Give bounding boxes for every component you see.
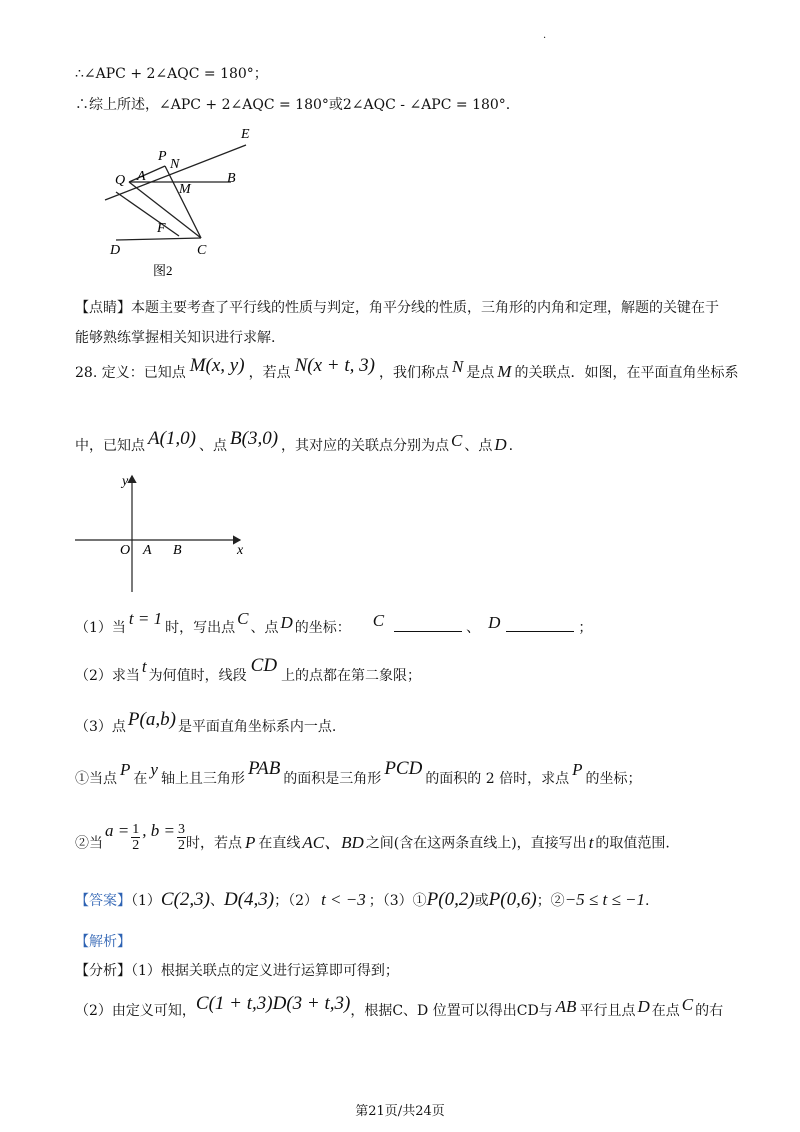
p31-p2: P — [572, 760, 583, 779]
axis-label-b: B — [173, 543, 182, 558]
axis-label-y: y — [122, 474, 129, 489]
p31-f: 的坐标； — [585, 771, 642, 787]
q28-intro2-e: . — [508, 438, 514, 454]
p31-pab: PAB — [247, 758, 281, 779]
q28-intro1-a: 28. 定义：已知点 — [75, 365, 186, 381]
analysis-line-1 — [75, 961, 399, 981]
q28-intro1-b: ，若点 — [248, 365, 291, 381]
fig-label-N: N — [170, 157, 180, 172]
analysis-c2: C — [681, 995, 694, 1014]
axis-label-a: A — [143, 543, 152, 558]
p31-y: y — [150, 760, 158, 779]
p3-b: 是平面直角坐标系内一点. — [177, 719, 337, 735]
frac1-den: 2 — [132, 838, 140, 853]
p31-e: 的面积的 2 倍时，求点 — [425, 771, 570, 787]
fig-label-B: B — [227, 171, 236, 186]
answer-tag: 【答案】 — [75, 893, 131, 909]
p32-t: t — [588, 832, 594, 852]
p31-pcd: PCD — [384, 758, 423, 779]
q28-point-m: M(x, y) — [189, 355, 245, 376]
q28-point-n: N(x + t, 3) — [294, 355, 375, 376]
fraction-three-halves — [177, 822, 186, 853]
analysis-p2-e: 的右 — [695, 1003, 724, 1019]
comment-text-1: 本题主要考查了平行线的性质与判定，角平分线的性质，三角形的内角和定理，解题的关键在于 — [131, 300, 719, 316]
q28-intro1-e: 的关联点．如图，在平面直角坐标系 — [514, 365, 739, 381]
q28-n-ref: N — [451, 357, 464, 376]
conclusion-line-1: ∴∠APC + 2∠AQC = 180°； — [75, 66, 268, 82]
p1-c2: C — [372, 611, 385, 630]
answer-d: D(4,3) — [224, 889, 275, 910]
q28-intro-line-2 — [75, 428, 514, 456]
p3-a: （3）点 — [75, 719, 126, 735]
axis-label-x: x — [237, 543, 244, 558]
q28-intro2-c: ，其对应的关联点分别为点 — [281, 438, 450, 454]
p31-d: 的面积是三角形 — [283, 771, 382, 787]
comment-line-1 — [75, 298, 719, 318]
p32-a: ②当 — [75, 835, 103, 852]
answer-a1: （1） — [131, 893, 161, 909]
p1-c-text: 、点 — [250, 620, 279, 636]
p31-c: 轴上且三角形 — [160, 771, 245, 787]
frac2-den: 2 — [177, 838, 185, 853]
p1-end: ； — [578, 620, 593, 636]
p32-p: P — [244, 832, 256, 852]
analysis-p2-b: ，根据C、D 位置可以得出CD与 — [350, 1003, 553, 1019]
axis-label-o: O — [120, 543, 131, 558]
q28-c-ref: C — [451, 431, 463, 450]
q28-d-ref: D — [494, 435, 507, 454]
q28-point-b: B(3,0) — [230, 428, 279, 449]
p32-aeq: a = — [105, 820, 130, 840]
p1-cond: t = 1 — [128, 609, 163, 628]
analysis-p2-c: 平行且点 — [579, 1003, 636, 1019]
comment-line-2: 能够熟练掌握相关知识进行求解. — [75, 330, 276, 346]
answer-p1: P(0,2) — [426, 889, 475, 910]
answer-a2: ；（2） — [274, 893, 319, 909]
fig-label-E: E — [241, 127, 250, 142]
q28-part-1 — [75, 609, 593, 638]
answer-a4: ；② — [536, 893, 565, 909]
p32-c: 在直线 — [258, 835, 301, 852]
frac1-num: 1 — [132, 822, 140, 837]
fig-label-Q: Q — [115, 173, 126, 188]
analysis-d2: D — [637, 997, 650, 1016]
q28-m-ref: M — [497, 362, 512, 381]
p1-blank-c[interactable] — [394, 619, 462, 632]
fig-label-P: P — [158, 149, 167, 164]
p1-d: D — [280, 613, 293, 632]
fig-label-A: A — [137, 169, 146, 184]
p32-d: 之间(含在这两条直线上)，直接写出 — [365, 835, 587, 852]
comment-prefix: 【点睛】 — [75, 300, 131, 316]
p32-b: 时，若点 — [185, 835, 242, 852]
q28-part-2 — [75, 655, 422, 686]
answer-line — [75, 890, 649, 911]
p1-sep: 、 — [466, 620, 481, 636]
analysis-prefix: 【分析】 — [75, 963, 131, 979]
q28-point-a: A(1,0) — [148, 428, 197, 449]
q28-part-3-1 — [75, 758, 642, 789]
p1-a: （1）当 — [75, 620, 126, 636]
p1-d-text: 的坐标： — [294, 620, 351, 636]
q28-intro-line-1 — [75, 355, 739, 383]
p2-t: t — [141, 657, 147, 676]
p2-b: 为何值时，线段 — [148, 668, 247, 684]
fraction-one-half — [131, 822, 140, 853]
p1-blank-d[interactable] — [506, 619, 574, 632]
answer-t: t < −3 — [321, 890, 366, 909]
answer-range: −5 ≤ t ≤ −1 — [564, 890, 646, 909]
p31-p: P — [120, 760, 131, 779]
p2-c: 上的点都在第二象限； — [281, 668, 422, 684]
p32-beq: , b = — [142, 820, 175, 840]
q28-intro2-a: 中，已知点 — [75, 438, 145, 454]
p1-c: C — [237, 609, 249, 628]
p2-cd: CD — [250, 655, 278, 676]
answer-a3: ；（3）① — [368, 893, 427, 909]
answer-sep1: 、 — [210, 893, 224, 909]
q28-intro1-c: ，我们称点 — [378, 365, 449, 381]
analysis-p2-a: （2）由定义可知， — [75, 1003, 196, 1019]
p1-b: 时，写出点 — [165, 620, 236, 636]
answer-p2: P(0,6) — [488, 889, 537, 910]
frac2-num: 3 — [177, 822, 185, 837]
q28-intro2-b: 、点 — [199, 438, 228, 454]
page-footer: 第21页/共24页 — [355, 1104, 445, 1119]
p32-lines: AC、BD — [302, 832, 364, 852]
p31-b: 在 — [133, 771, 148, 787]
p3-p: P(a,b) — [127, 709, 176, 730]
q28-part-3 — [75, 709, 337, 737]
analysis-ab: AB — [555, 997, 577, 1016]
coordinate-axes — [70, 468, 255, 594]
answer-or: 或 — [474, 893, 489, 909]
q28-intro2-d: 、点 — [464, 438, 493, 454]
analysis-c: C(1 + t,3) — [195, 993, 273, 1014]
analysis-tag: 【解析】 — [75, 934, 131, 950]
conclusion-line-2: ∴综上所述，∠APC + 2∠AQC = 180°或2∠AQC - ∠APC = 180°. — [75, 97, 511, 113]
stray-dot: . — [543, 30, 547, 41]
analysis-p2-d: 在点 — [651, 1003, 680, 1019]
q28-intro1-d: 是点 — [466, 365, 495, 381]
fig-label-M: M — [179, 182, 191, 197]
p1-d2: D — [488, 613, 501, 632]
fig-label-D: D — [110, 243, 121, 258]
answer-end: . — [645, 893, 650, 909]
p32-e: 的取值范围. — [595, 835, 670, 852]
fig-caption: 图2 — [153, 263, 173, 278]
fig-label-F: F — [157, 221, 166, 236]
figure-2 — [95, 122, 265, 282]
analysis-d: D(3 + t,3) — [272, 993, 351, 1014]
q28-part-3-2 — [75, 820, 670, 859]
p31-a: ①当点 — [75, 771, 117, 787]
fig-label-C: C — [197, 243, 207, 258]
answer-c: C(2,3) — [160, 889, 210, 910]
analysis-line-2 — [75, 993, 724, 1021]
analysis-p1: （1）根据关联点的定义进行运算即可得到； — [131, 963, 399, 979]
p2-a: （2）求当 — [75, 668, 140, 684]
